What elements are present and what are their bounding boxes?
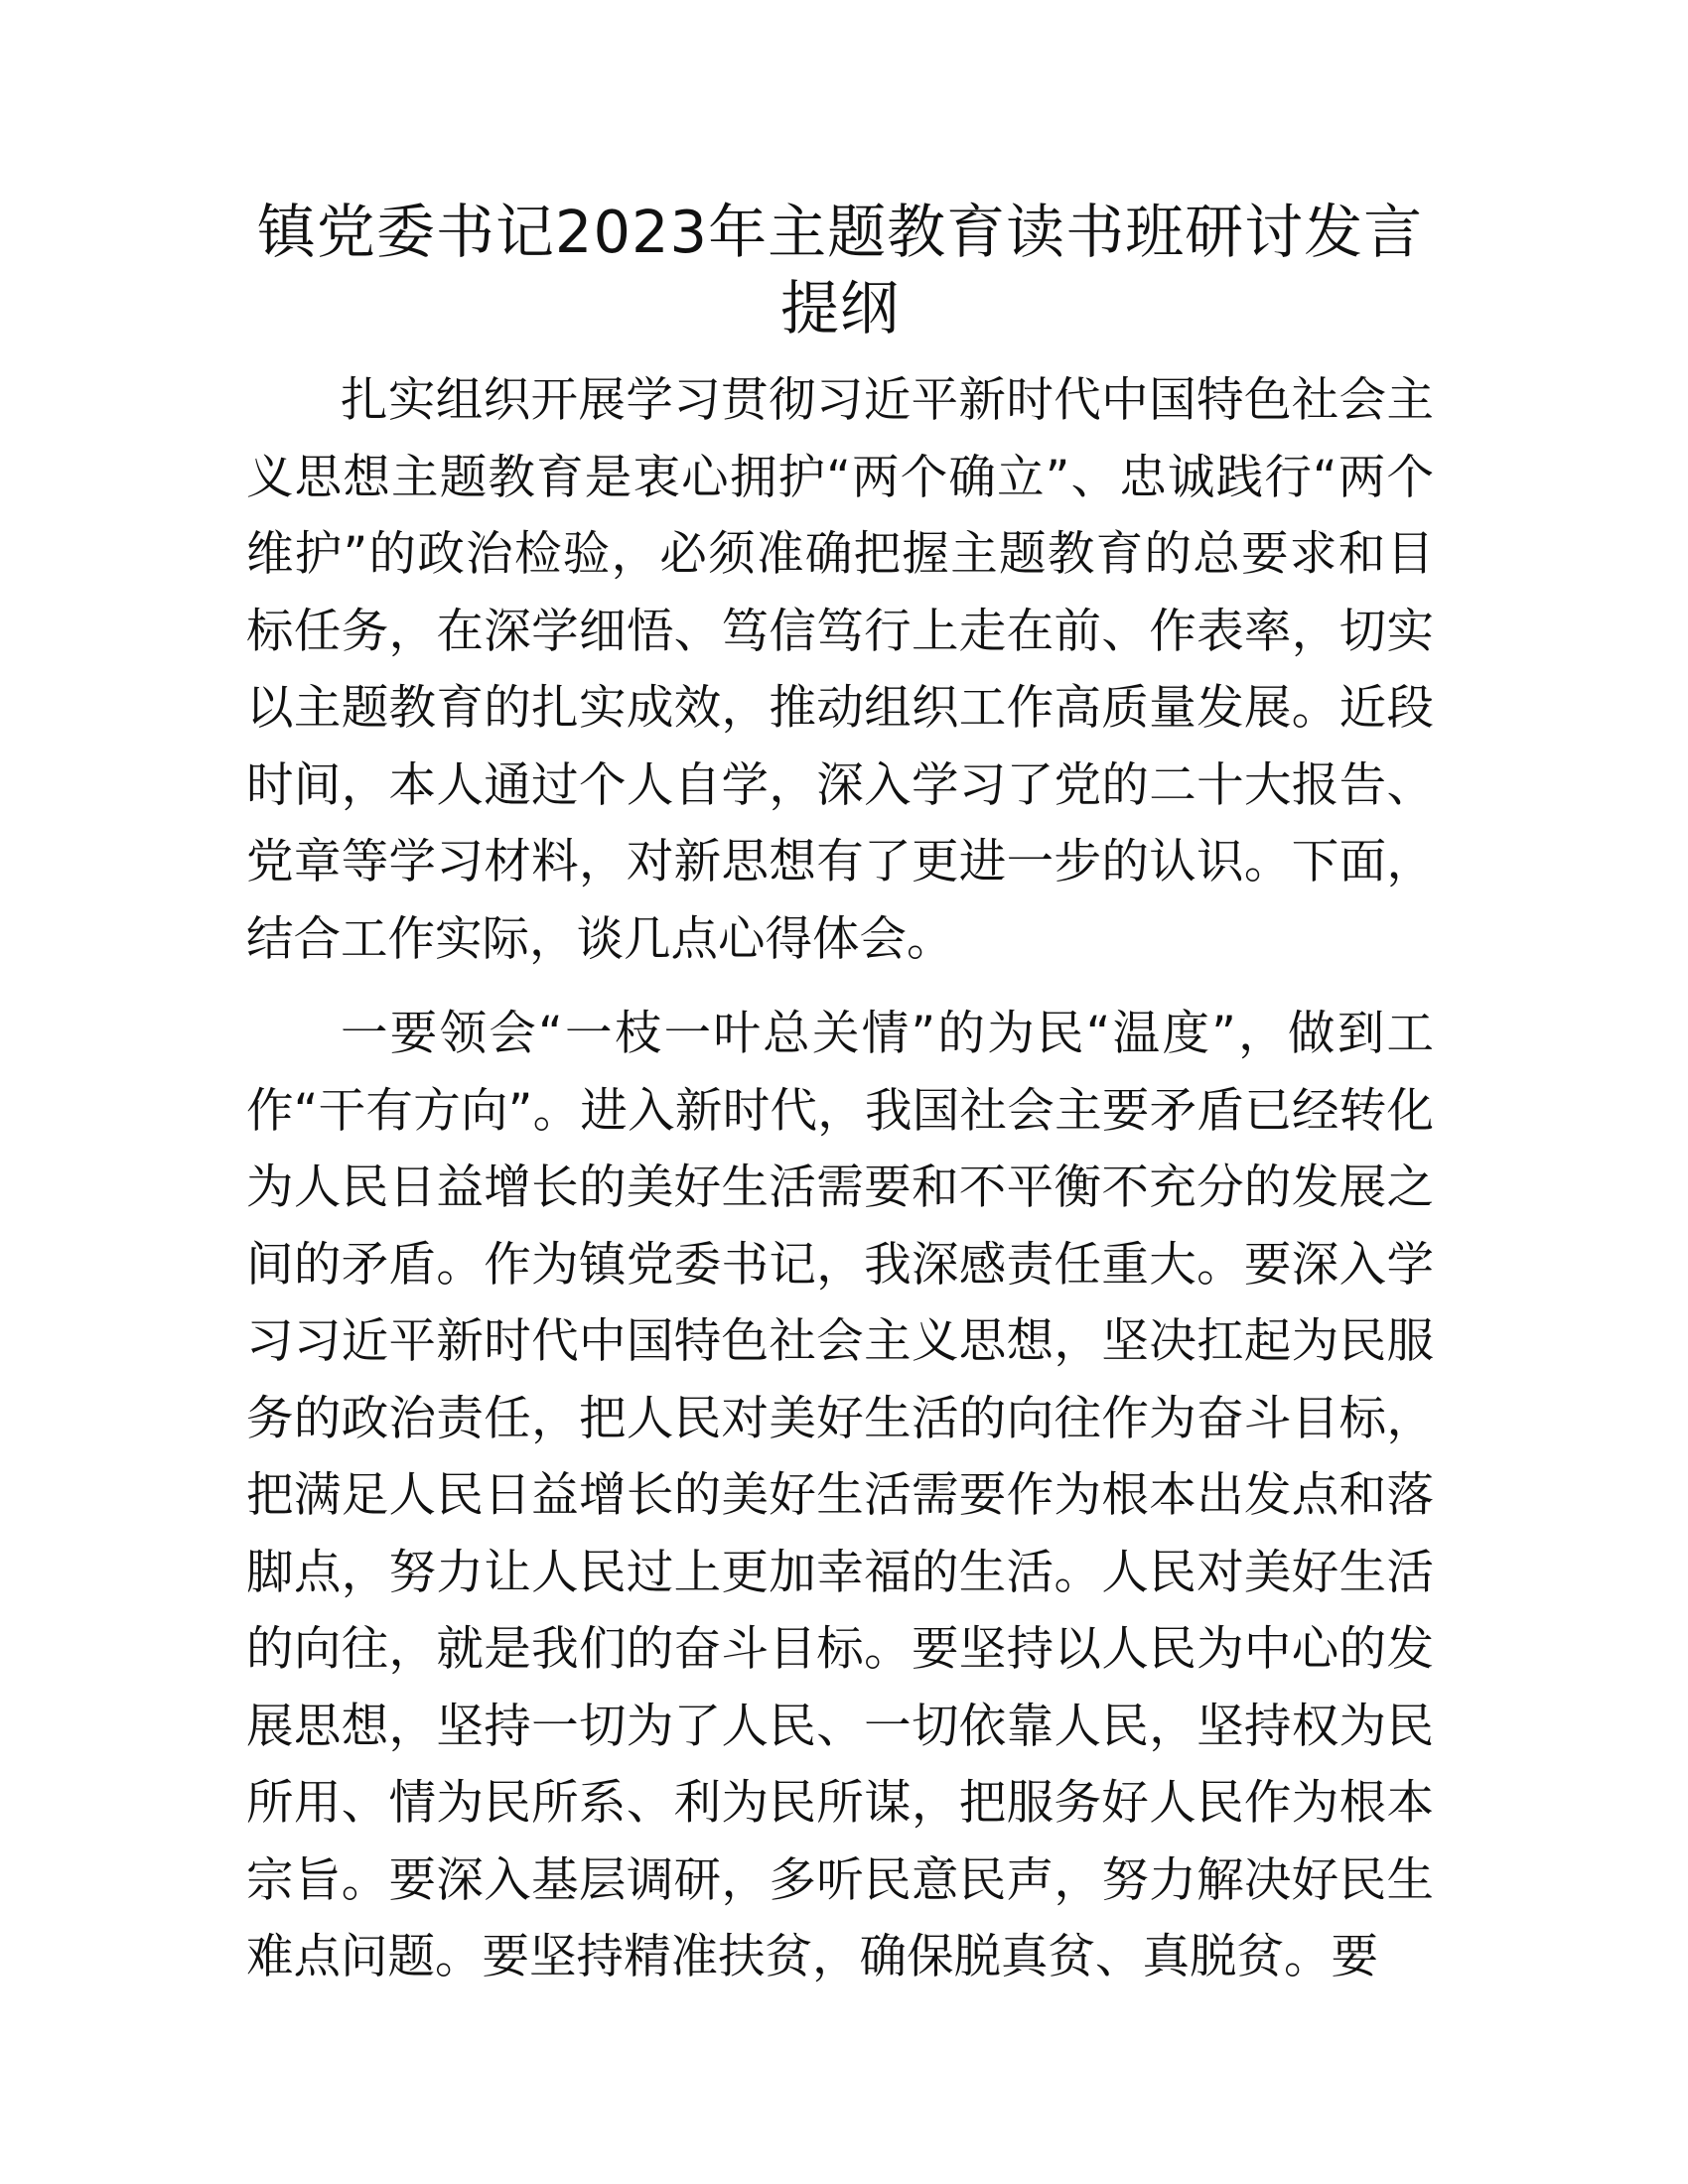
paragraph-point-one: 一要领会“一枝一叶总关情”的为民“温度”，做到工作“干有方向”。进入新时代，我国社会主要矛盾已经转化为人民日益增长的美好生活需要和不平衡不充分的发展之间的矛盾。作为镇党委书记，我深感责任重大。要深入学习习近平新时代中国特色社会主义思想，坚决扛起为民服务的政治责任，把人民对美好生活的向往作为奋斗目标，把满足人民日益增长的美好生活需要作为根本出发点和落脚点，努力让人民过上更加幸福的生活。人民对美好生活的向往，就是我们的奋斗目标。要坚持以人民为中心的发展思想，坚持一切为了人民、一切依靠人民，坚持权为民所用、情为民所系、利为民所谋，把服务好人民作为根本宗旨。要深入基层调研，多听民意民声，努力解决好民生难点问题。要坚持精准扶贫，确保脱真贫、真脱贫。要: [246, 1007, 1434, 1985]
document-title: 镇党委书记2023年主题教育读书班研讨发言提纲: [256, 198, 1424, 342]
paragraph-introduction: 扎实组织开展学习贯彻习近平新时代中国特色社会主义思想主题教育是衷心拥护“两个确立”、忠诚践行“两个维护”的政治检验，必须准确把握主题教育的总要求和目标任务，在深学细悟、笃信笃行上走在前、作表率，切实以主题教育的扎实成效，推动组织工作高质量发展。近段时间，本人通过个人自学，深入学习了党的二十大报告、党章等学习材料，对新思想有了更进一步的认识。下面，结合工作实际，谈几点心得体会。: [246, 373, 1434, 967]
document-content: [246, 195, 1434, 1996]
